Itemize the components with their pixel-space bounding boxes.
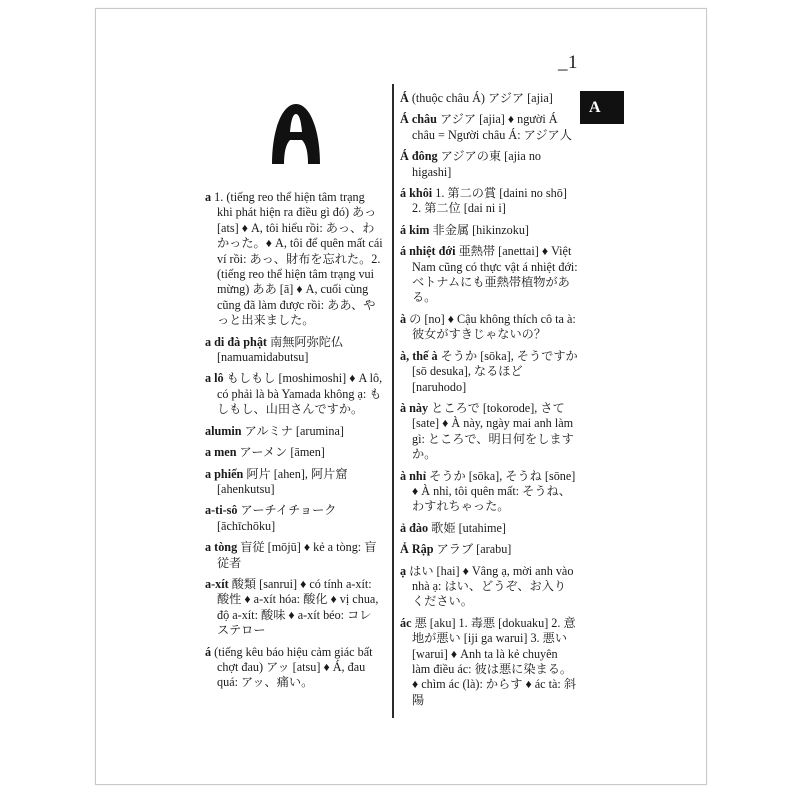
entry-headword: a lô <box>205 371 224 386</box>
entry-definition: アジア [ajia] ♦ người Á châu = Người châu Á: アジア人 <box>412 112 572 142</box>
entry-definition: アジアの東 [ajia no higashi] <box>412 149 542 179</box>
entry-headword: a-ti-sô <box>205 503 238 518</box>
entry-headword: alumin <box>205 423 242 438</box>
entry-definition: ところで [tokorode], さて [sate] ♦ À này, ngày mai anh làm gì: ところで、明日何をしますか。 <box>412 400 574 462</box>
dictionary-entry <box>400 312 578 343</box>
entry-headword: Á châu <box>400 112 437 127</box>
entry-definition: アルミナ [arumina] <box>244 423 344 438</box>
entry-headword: ạ <box>400 563 407 578</box>
entry-definition: (tiếng kêu báo hiệu cảm giác bất chợt đau) アッ [atsu] ♦ Á, đau quá: アッ、痛い。 <box>214 644 373 690</box>
dictionary-entry <box>205 445 383 460</box>
dictionary-entry <box>400 401 578 463</box>
dictionary-entry <box>205 467 383 498</box>
dictionary-entry <box>205 424 383 439</box>
dictionary-entry <box>400 91 578 106</box>
entry-headword: à <box>400 311 407 326</box>
entry-definition: 悪 [aku] 1. 毒悪 [dokuaku] 2. 意地が悪い [iji ga warui] 3. 悪い [warui] ♦ Anh ta là kẻ chuyên làm điều ác: 彼は悪に染まる。♦ chìm ác (là): からす ♦ ác tà: 斜陽 <box>412 615 577 707</box>
entry-definition: 非金属 [hikinzoku] <box>432 222 529 237</box>
entry-headword: a men <box>205 445 237 460</box>
dictionary-entry <box>400 469 578 515</box>
section-tab: A <box>580 91 624 124</box>
entry-definition: の [no] ♦ Cậu không thích cô ta à: 彼女がすきじゃないの？ <box>409 311 576 342</box>
entry-definition: アーチイチョーク [āchīchōku] <box>217 503 337 533</box>
entry-definition: 1. (tiếng reo thể hiện tâm trạng khi phát hiện ra điều gì đó) あっ [ats] ♦ A, tôi hiểu rồi: あっ、わかった。♦ A, tôi để quên mất cái ví rồi: あっ、財布を忘れた。2. (tiếng reo thể hiện tâm trạng vui mừng) ああ [ā] ♦ A, cuối cùng cũng đã làm được rồi: ああ、やっと出来ました。 <box>214 190 383 328</box>
dictionary-entry <box>400 564 578 610</box>
entry-headword: ác <box>400 615 412 630</box>
dictionary-entry <box>400 223 578 238</box>
entry-headword: ả đào <box>400 520 429 535</box>
entry-definition: 歌姫 [utahime] <box>431 520 506 535</box>
entry-headword: a-xít <box>205 576 229 591</box>
entry-headword: a phiến <box>205 466 244 481</box>
dictionary-entry <box>205 540 383 571</box>
entry-headword: Á <box>400 91 409 105</box>
entry-headword: á kim <box>400 222 430 237</box>
column-divider <box>392 84 394 718</box>
entry-headword: à, thế à <box>400 348 438 363</box>
dictionary-entry <box>205 577 383 639</box>
entry-headword: Á đông <box>400 149 438 164</box>
entry-definition: 阿片 [ahen], 阿片窟 [ahenkutsu] <box>217 466 348 496</box>
entry-headword: á <box>205 644 212 659</box>
page-number: _1 <box>558 52 578 73</box>
entry-definition: 酸類 [sanrui] ♦ có tính a-xít: 酸性 ♦ a-xít hóa: 酸化 ♦ vị chua, độ a-xít: 酸味 ♦ a-xít béo: コレステロー <box>217 576 379 638</box>
dictionary-entry <box>205 371 383 417</box>
entry-headword: à này <box>400 400 429 415</box>
dictionary-entry <box>205 645 383 691</box>
entry-definition: (thuộc châu Á) アジア [ajia] <box>411 91 553 105</box>
decorative-letter-a-icon <box>268 100 324 166</box>
dictionary-entry <box>205 503 383 534</box>
entry-headword: á khôi <box>400 186 433 201</box>
dictionary-entry <box>400 186 578 217</box>
dictionary-entry <box>400 521 578 536</box>
dictionary-entry <box>205 190 383 329</box>
left-column <box>205 190 383 697</box>
entry-headword: á nhiệt đới <box>400 244 456 259</box>
entry-definition: 1. 第二の賞 [daini no shō] 2. 第二位 [dai ni i] <box>412 186 567 216</box>
dictionary-entry <box>400 244 578 306</box>
right-column <box>400 91 578 714</box>
dictionary-entry <box>400 112 578 143</box>
dictionary-entry <box>400 542 578 557</box>
dictionary-entry <box>400 149 578 180</box>
entry-definition: そうか [sōka], そうですか [sō desuka], なるほど [naruhodo] <box>412 348 578 394</box>
entry-definition: 亜熱帯 [anettai] ♦ Việt Nam cũng có thực vật á nhiệt đới: ベトナムにも亜熱帯植物がある。 <box>412 244 578 305</box>
entry-definition: もしもし [moshimoshi] ♦ A lô, có phải là bà Yamada không ạ: もしもし、山田さんですか。 <box>217 371 383 417</box>
entry-definition: アーメン [āmen] <box>239 445 325 460</box>
entry-definition: はい [hai] ♦ Vâng ạ, mời anh vào nhà ạ: はい、どうぞ、お入りください。 <box>409 563 574 609</box>
entry-definition: アラブ [arabu] <box>436 542 512 557</box>
entry-headword: a di đà phật <box>205 334 267 349</box>
entry-definition: 南無阿弥陀仏 [namuamidabutsu] <box>217 334 344 365</box>
entry-headword: à nhỉ <box>400 468 427 483</box>
dictionary-entry <box>205 335 383 366</box>
dictionary-entry <box>400 616 578 708</box>
dictionary-entry <box>400 349 578 395</box>
entry-definition: 盲従 [mōjū] ♦ kẻ a tòng: 盲従者 <box>217 540 377 570</box>
entry-headword: Ả Rập <box>400 542 434 557</box>
entry-definition: そうか [sōka], そうね [sōne] ♦ À nhỉ, tôi quên mất: そうね、わすれちゃった。 <box>412 468 576 514</box>
entry-headword: a <box>205 190 212 204</box>
entry-headword: a tòng <box>205 540 238 555</box>
